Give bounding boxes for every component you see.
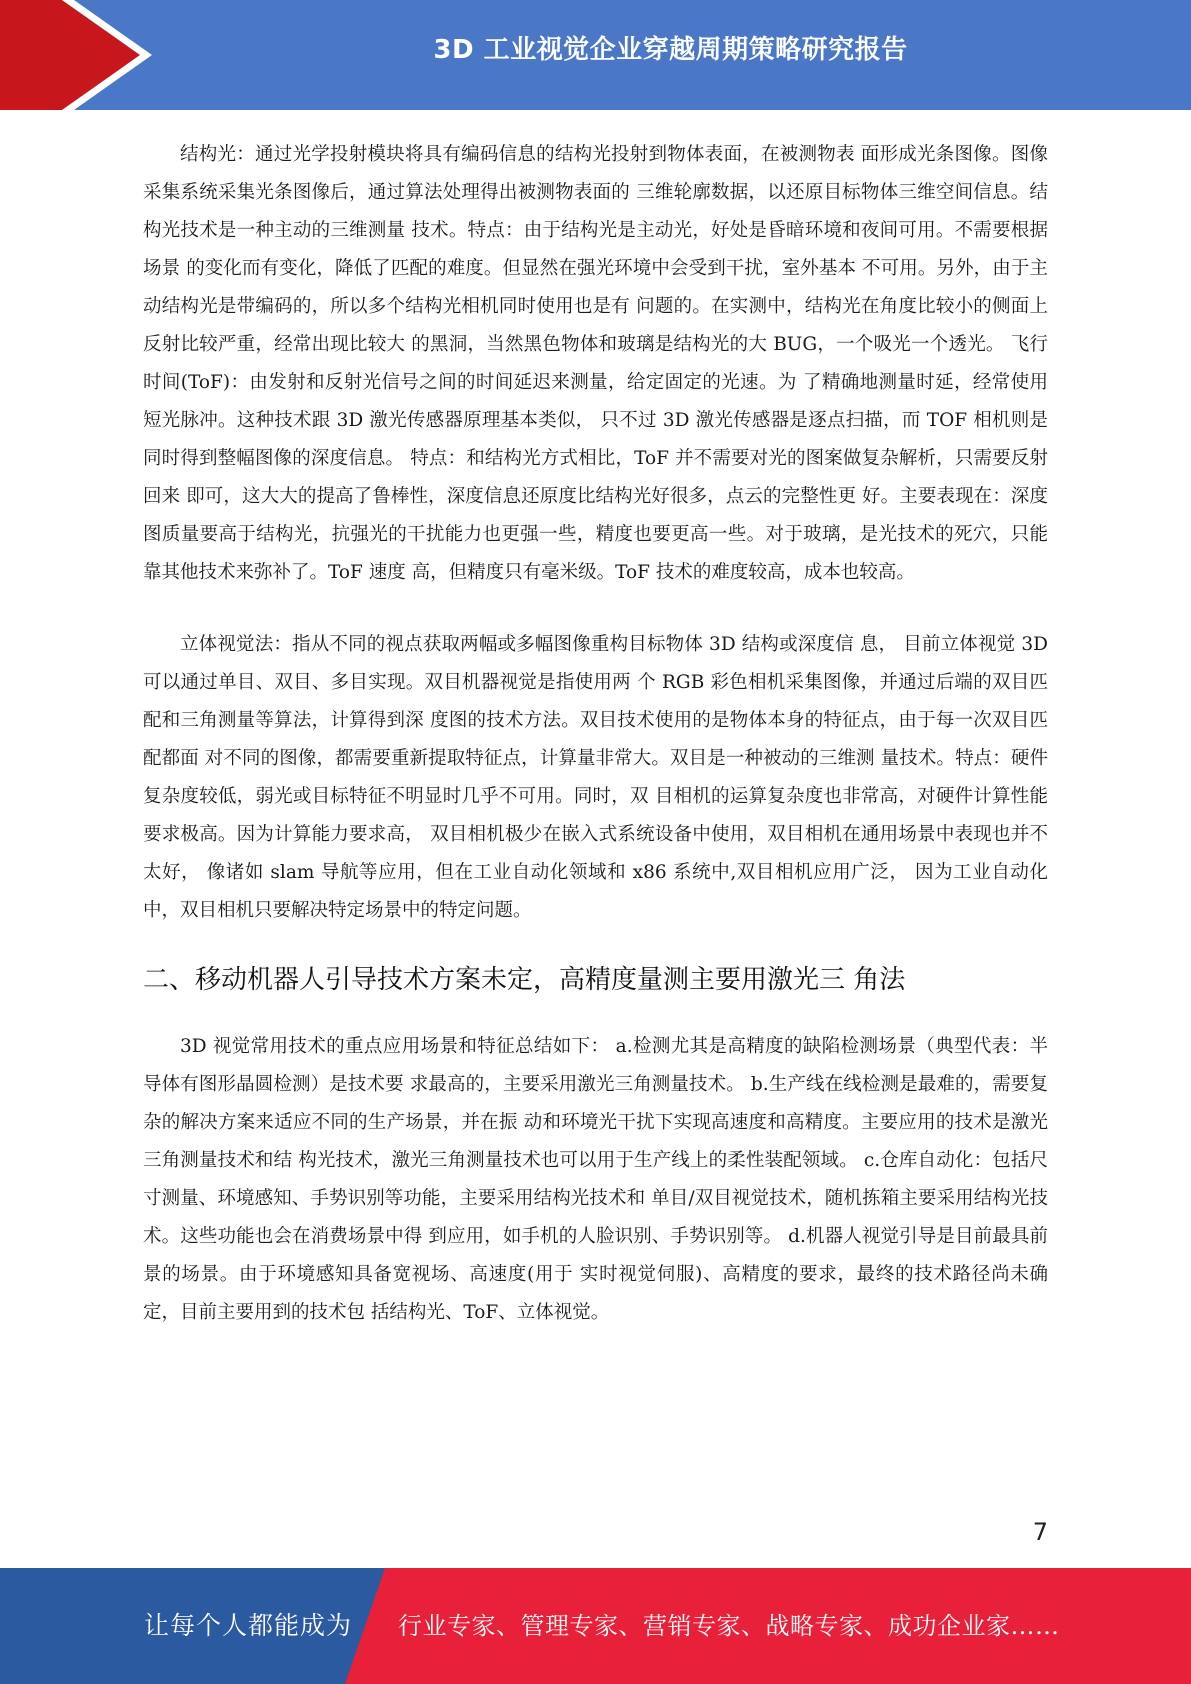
report-title: 3D 工业视觉企业穿越周期策略研究报告	[433, 35, 908, 65]
paragraph-structured-light-tof: 结构光：通过光学投射模块将具有编码信息的结构光投射到物体表面，在被测物表 面形成光条图像。图像采集系统采集光条图像后，通过算法处理得出被测物表面的 三维轮廓数据，以还原目标物体三维空间信息。结构光技术是一种主动的三维测量 技术。特点：由于结构光是主动光，好处是昏暗环境和夜间可用。不需要根据场景 的变化而有变化，降低了匹配的难度。但显然在强光环境中会受到干扰，室外基本 不可用。另外，由于主动结构光是带编码的，所以多个结构光相机同时使用也是有 问题的。在实测中，结构光在角度比较小的侧面上反射比较严重，经常出现比较大 的黑洞，当然黑色物体和玻璃是结构光的大 BUG，一个吸光一个透光。 飞行时间(ToF)：由发射和反射光信号之间的时间延迟来测量，给定固定的光速。为 了精确地测量时延，经常使用短光脉冲。这种技术跟 3D 激光传感器原理基本类似， 只不过 3D 激光传感器是逐点扫描，而 TOF 相机则是同时得到整幅图像的深度信息。 特点：和结构光方式相比，ToF 并不需要对光的图案做复杂解析，只需要反射回来 即可，这大大的提高了鲁棒性，深度信息还原度比结构光好很多，点云的完整性更 好。主要表现在：深度图质量要高于结构光，抗强光的干扰能力也更强一些，精度也要更高一些。对于玻璃，是光技术的死穴，只能靠其他技术来弥补了。ToF 速度 高，但精度只有毫米级。ToF 技术的难度较高，成本也较高。	[143, 144, 1048, 583]
section-heading: 二、移动机器人引导技术方案未定，高精度量测主要用激光三 角法	[143, 965, 906, 995]
paragraph-application-scenarios: 3D 视觉常用技术的重点应用场景和特征总结如下： a.检测尤其是高精度的缺陷检测场景（典型代表：半导体有图形晶圆检测）是技术要 求最高的，主要采用激光三角测量技术。 b.生产线在线检测是最难的，需要复杂的解决方案来适应不同的生产场景，并在振 动和环境光干扰下实现高速度和高精度。主要应用的技术是激光三角测量技术和结 构光技术，激光三角测量技术也可以用于生产线上的柔性装配领域。 c.仓库自动化：包括尺寸测量、环境感知、手势识别等功能，主要采用结构光技术和 单目/双目视觉技术，随机拣箱主要采用结构光技术。这些功能也会在消费场景中得 到应用，如手机的人脸识别、手势识别等。 d.机器人视觉引导是目前最具前景的场景。由于环境感知具备宽视场、高速度(用于 实时视觉伺服)、高精度的要求，最终的技术路径尚未确定，目前主要用到的技术包 括结构光、ToF、立体视觉。	[143, 1036, 1048, 1323]
paragraph-stereo-vision: 立体视觉法：指从不同的视点获取两幅或多幅图像重构目标物体 3D 结构或深度信 息， 目前立体视觉 3D 可以通过单目、双目、多目实现。双目机器视觉是指使用两 个 RGB 彩色相机采集图像，并通过后端的双目匹配和三角测量等算法，计算得到深 度图的技术方法。双目技术使用的是物体本身的特征点，由于每一次双目匹配都面 对不同的图像，都需要重新提取特征点，计算量非常大。双目是一种被动的三维测 量技术。特点：硬件复杂度较低，弱光或目标特征不明显时几乎不可用。同时，双 目相机的运算复杂度也非常高，对硬件计算性能要求极高。因为计算能力要求高， 双目相机极少在嵌入式系统设备中使用，双目相机在通用场景中表现也并不太好， 像诸如 slam 导航等应用，但在工业自动化领域和 x86 系统中,双目相机应用广泛， 因为工业自动化中，双目相机只要解决特定场景中的特定问题。	[143, 634, 1048, 921]
page-number: 7	[1032, 1518, 1048, 1546]
page-content	[143, 136, 1048, 1332]
header-arrow-decoration	[0, 0, 170, 110]
footer-slogan-right: 行业专家、管理专家、营销专家、战略专家、成功企业家……	[398, 1612, 1060, 1640]
page-header	[0, 0, 1191, 110]
page-footer	[0, 1568, 1191, 1684]
footer-slogan-left: 让每个人都能成为	[144, 1611, 353, 1640]
